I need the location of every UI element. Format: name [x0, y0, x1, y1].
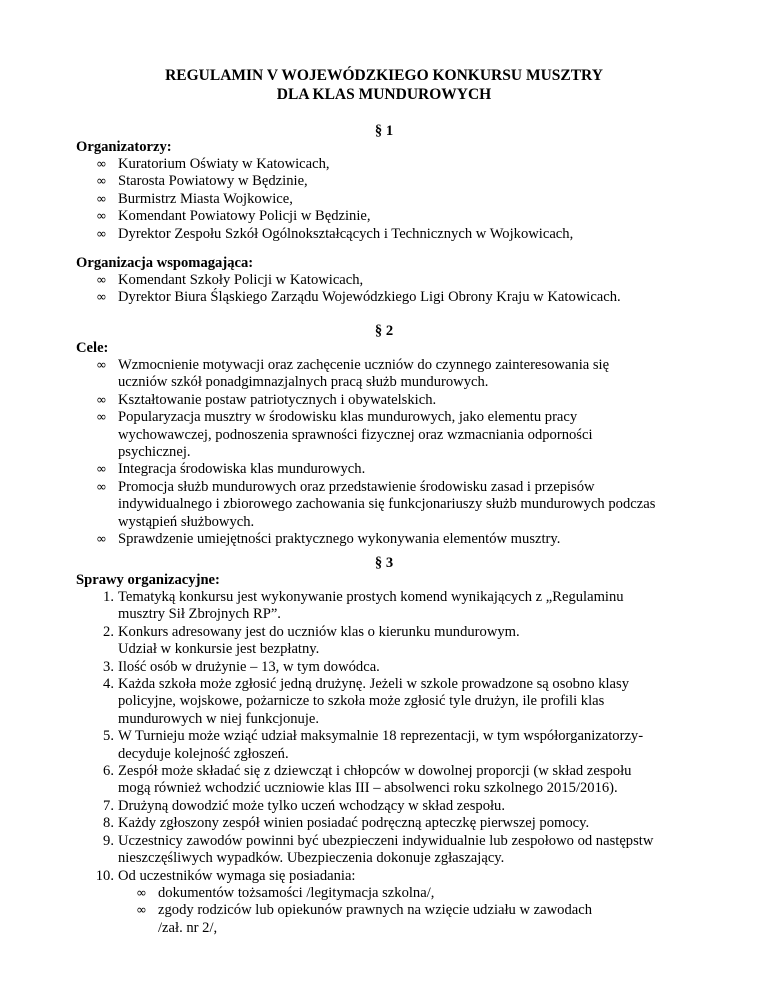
- goal-line: Kształtowanie postaw patriotycznych i obywatelskich.: [118, 391, 437, 408]
- document-title-line-2: DLA KLAS MUNDUROWYCH: [276, 86, 492, 103]
- support-heading: Organizacja wspomagająca:: [76, 255, 254, 271]
- requirement-line: /zał. nr 2/,: [158, 919, 218, 936]
- item-number: 6.: [103, 763, 114, 780]
- organizational-line: Ilość osób w drużynie – 13, w tym dowódca.: [118, 658, 380, 675]
- goal-item: [76, 409, 696, 461]
- organizational-line: Udział w konkursie jest bezpłatny.: [118, 641, 320, 658]
- goal-item: [76, 392, 696, 409]
- organizational-line: Każdy zgłoszony zespół winien posiadać podręczną apteczkę pierwszej pomocy.: [118, 815, 590, 832]
- goal-line: indywidualnego i zbiorowego zachowania się funkcjonariuszy służb mundurowych podczas: [118, 496, 656, 513]
- organizational-line: Drużyną dowodzić może tylko uczeń wchodzący w skład zespołu.: [118, 797, 506, 814]
- goal-item: [76, 479, 696, 531]
- item-number: 3.: [103, 658, 114, 675]
- organizational-item: [76, 589, 716, 624]
- bullet-icon: ∞: [136, 885, 147, 901]
- bullet-icon: ∞: [96, 358, 107, 373]
- bullet-icon: ∞: [96, 410, 107, 426]
- goal-line: Popularyzacja musztry w środowisku klas mundurowych, jako elementu pracy: [118, 409, 578, 426]
- item-number: 1.: [103, 589, 114, 605]
- bullet-icon: ∞: [96, 532, 107, 548]
- organizer-text: Kuratorium Oświaty w Katowicach,: [118, 156, 330, 172]
- requirement-line: zgody rodziców lub opiekunów prawnych na wzięcie udziału w zawodach: [158, 902, 593, 919]
- bullet-icon: ∞: [96, 273, 107, 288]
- requirements-list: [118, 885, 716, 937]
- goal-line: uczniów szkół ponadgimnazjalnych pracą służb mundurowych.: [118, 374, 489, 391]
- organizer-item: [76, 226, 696, 243]
- organizer-text: Dyrektor Zespołu Szkół Ogólnokształcących i Technicznych w Wojkowicach,: [118, 225, 574, 242]
- bullet-icon: ∞: [96, 209, 107, 225]
- organizational-item: [76, 728, 716, 763]
- item-number: 2.: [103, 623, 114, 640]
- goal-line: Integracja środowiska klas mundurowych.: [118, 461, 366, 478]
- organizational-line: Od uczestników wymaga się posiadania:: [118, 867, 356, 884]
- organizer-item: [76, 208, 696, 225]
- organizational-line: nieszczęśliwych wypadków. Ubezpieczenia dokonuje zgłaszający.: [118, 850, 505, 867]
- requirement-item: [118, 885, 716, 902]
- item-number: 10.: [95, 867, 114, 884]
- organizational-item: [76, 676, 716, 728]
- bullet-icon: ∞: [96, 462, 107, 478]
- organizational-line: decyduje kolejność zgłoszeń.: [118, 745, 289, 762]
- item-number: 9.: [103, 832, 114, 849]
- paragraph-3-marker: § 3: [374, 555, 394, 571]
- item-number: 7.: [103, 797, 114, 814]
- support-list: [76, 272, 696, 307]
- goal-item: [76, 531, 696, 548]
- organizational-line: Tematyką konkursu jest wykonywanie prostych komend wynikających z „Regulaminu: [118, 589, 624, 605]
- goal-line: Sprawdzenie umiejętności praktycznego wykonywania elementów musztry.: [118, 531, 561, 548]
- support-text: Dyrektor Biura Śląskiego Zarządu Wojewódzkiego Ligi Obrony Kraju w Katowicach.: [118, 289, 621, 306]
- organizational-line: Konkurs adresowany jest do uczniów klas o kierunku mundurowym.: [118, 623, 520, 640]
- organizer-text: Starosta Powiatowy w Będzinie,: [118, 173, 308, 190]
- organizational-line: Każda szkoła może zgłosić jedną drużynę. Jeżeli w szkole prowadzone są osobno klasy: [118, 676, 630, 693]
- organizational-item: [76, 868, 716, 938]
- organizational-line: musztry Sił Zbrojnych RP”.: [118, 606, 281, 623]
- organizer-item: [76, 156, 696, 173]
- bullet-icon: ∞: [96, 174, 107, 190]
- bullet-icon: ∞: [96, 290, 107, 306]
- bullet-icon: ∞: [136, 903, 147, 919]
- paragraph-1-marker: § 1: [374, 123, 394, 139]
- goal-line: psychicznej.: [118, 444, 191, 461]
- requirement-line: dokumentów tożsamości /legitymacja szkolna/,: [158, 884, 435, 901]
- item-number: 4.: [103, 676, 114, 693]
- support-item: [76, 289, 696, 306]
- goals-heading: Cele:: [76, 340, 109, 356]
- bullet-icon: ∞: [96, 226, 107, 242]
- organizer-item: [76, 173, 696, 190]
- goal-line: wystąpień służbowych.: [118, 513, 255, 530]
- organizational-list: [76, 589, 716, 937]
- organizational-line: Uczestnicy zawodów powinni być ubezpieczeni indywidualnie lub zespołowo od następstw: [118, 832, 654, 849]
- goal-item: [76, 461, 696, 478]
- organizational-item: [76, 763, 716, 798]
- organizational-line: mogą również wchodzić uczniowie klas III – absolwenci roku szkolnego 2015/2016).: [118, 780, 618, 797]
- organizer-text: Komendant Powiatowy Policji w Będzinie,: [118, 208, 371, 225]
- support-text: Komendant Szkoły Policji w Katowicach,: [118, 272, 364, 288]
- organizational-line: Zespół może składać się z dziewcząt i chłopców w dowolnej proporcji (w skład zespołu: [118, 763, 632, 780]
- goal-line: wychowawczej, podnoszenia sprawności fizycznej oraz wzmacniania odporności: [118, 426, 593, 443]
- organizer-text: Burmistrz Miasta Wojkowice,: [118, 190, 293, 207]
- organizational-item: [76, 833, 716, 868]
- organizer-item: [76, 191, 696, 208]
- paragraph-2-marker: § 2: [374, 323, 394, 339]
- bullet-icon: ∞: [96, 392, 107, 408]
- organizational-line: W Turnieju może wziąć udział maksymalnie 18 reprezentacji, w tym współorganizatorzy-: [118, 728, 644, 745]
- item-number: 8.: [103, 815, 114, 832]
- requirement-item: [118, 902, 716, 937]
- organizational-item: [76, 659, 716, 676]
- item-number: 5.: [103, 728, 114, 745]
- bullet-icon: ∞: [96, 191, 107, 207]
- goal-line: Wzmocnienie motywacji oraz zachęcenie uczniów do czynnego zainteresowania się: [118, 357, 610, 373]
- goals-list: [76, 357, 696, 548]
- organizational-item: [76, 798, 716, 815]
- organizational-line: mundurowych w niej funkcjonuje.: [118, 710, 320, 727]
- bullet-icon: ∞: [96, 479, 107, 495]
- organizers-heading: Organizatorzy:: [76, 139, 172, 155]
- bullet-icon: ∞: [96, 157, 107, 172]
- organizational-item: [76, 815, 716, 832]
- organizational-item: [76, 624, 716, 659]
- organizers-list: [76, 156, 696, 243]
- goal-item: [76, 357, 696, 392]
- document-title-line-1: REGULAMIN V WOJEWÓDZKIEGO KONKURSU MUSZTRY: [165, 67, 603, 84]
- organizational-line: policyjne, wojskowe, pożarnicze to szkoła może zgłosić tyle drużyn, ile profili klas: [118, 693, 605, 710]
- organizational-heading: Sprawy organizacyjne:: [76, 572, 220, 588]
- goal-line: Promocja służb mundurowych oraz przedstawienie środowisku zasad i przepisów: [118, 478, 595, 495]
- support-item: [76, 272, 696, 289]
